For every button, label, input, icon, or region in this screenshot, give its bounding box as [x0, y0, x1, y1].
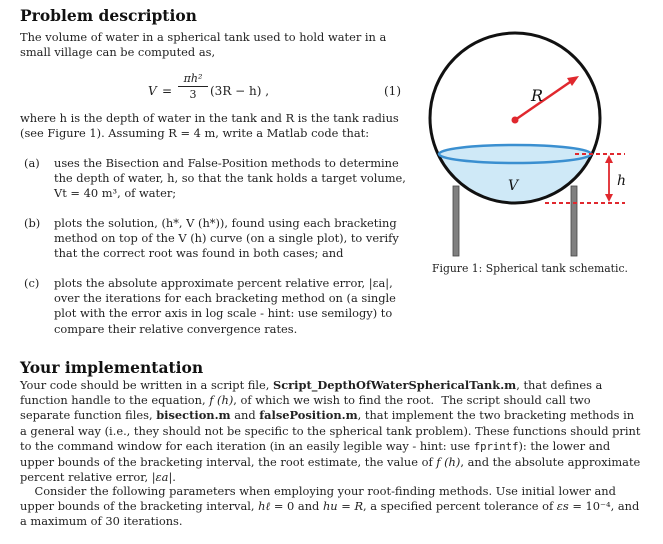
para-line: [20, 393, 648, 408]
bold-run: falsePosition.m: [259, 408, 358, 423]
label-h: h: [617, 173, 627, 189]
text-run: Consider the following parameters when employing your root-finding methods. Use initial lower and: [20, 484, 616, 498]
para-line: [20, 484, 648, 499]
label-r: R: [531, 86, 544, 105]
radius-arrowhead: [567, 76, 579, 86]
para-line: [20, 499, 648, 514]
text-run: function handle to the equation,: [20, 393, 210, 408]
after-eq-line-2: (see Figure 1). Assuming R = 4 m, write a Matlab code that:: [20, 126, 370, 140]
h-arrowhead-top: [605, 155, 613, 163]
list-line: uses the Bisection and False-Position methods to determine: [54, 156, 399, 170]
math-run: εa: [155, 470, 169, 485]
center-dot: [512, 117, 519, 124]
para-line: [20, 439, 648, 455]
tank-figure: [425, 8, 655, 288]
math-run: f (h): [209, 393, 234, 408]
tank-schematic: [425, 8, 655, 288]
list-item-c: [24, 276, 434, 340]
problem-title: Problem description: [20, 6, 197, 25]
text-run: , a specified percent tolerance of: [363, 499, 557, 514]
text-run: = 10⁻⁴, and: [568, 499, 640, 514]
h-arrowhead-bottom: [605, 194, 613, 202]
math-run: hℓ: [258, 499, 271, 514]
list-label: (c): [24, 276, 40, 290]
eq-rest: (3R − h) ,: [210, 84, 270, 98]
text-run: , and the absolute approximate: [460, 455, 641, 470]
tank-leg-right: [571, 186, 577, 256]
eq-numerator: πh²: [183, 72, 203, 85]
text-run: , of which we wish to find the root. The script should call two: [233, 393, 591, 408]
impl-paragraph-2: [20, 484, 648, 530]
list-label: (b): [24, 216, 41, 230]
intro-line-2: small village can be computed as,: [20, 45, 216, 59]
code-run: fprintf: [473, 440, 519, 453]
text-run: a general way (i.e., they should not be specific to the spherical tank problem). These functions should print: [20, 423, 641, 438]
water-surface: [439, 145, 591, 163]
para-line: [20, 514, 648, 529]
list-line: compare their relative convergence rates.: [54, 321, 298, 336]
text-run: to the command window for each iteration (in an easily legible way - hint: use: [20, 438, 474, 453]
eq-number: (1): [384, 84, 401, 98]
text-run: a maximum of 30 iterations.: [20, 514, 183, 529]
list-line: that the correct root was found in both cases; and: [54, 246, 344, 261]
radius-arrow: [515, 80, 573, 120]
impl-title: Your implementation: [20, 358, 204, 377]
volume-equation: [148, 72, 408, 112]
text-run: |.: [168, 470, 176, 485]
list-line: the depth of water, h, so that the tank holds a target volume,: [54, 171, 406, 186]
list-label: (a): [24, 156, 40, 170]
list-line: plots the solution, (h*, V (h*)), found using each bracketing: [54, 216, 397, 230]
intro-line-1: The volume of water in a spherical tank used to hold water in a: [20, 30, 387, 44]
text-run: ): the lower and: [518, 438, 611, 453]
math-run: hu: [322, 499, 338, 514]
text-run: upper bounds of the bracketing interval, the root estimate, the value of: [20, 455, 437, 470]
text-run: =: [337, 499, 355, 514]
list-line: plot with the error axis in log scale - hint: use semilogy) to: [54, 306, 393, 321]
label-v: V: [508, 178, 519, 194]
para-line: [20, 408, 648, 423]
para-line: [20, 424, 648, 439]
para-line: [20, 378, 648, 393]
after-eq-line-1: where h is the depth of water in the tank and R is the tank radius: [20, 111, 399, 125]
text-run: , that defines a: [516, 378, 603, 392]
text-run: Your code should be written in a script file,: [20, 378, 273, 392]
text-run: and: [230, 408, 260, 423]
bold-run: Script_DepthOfWaterSphericalTank.m: [273, 378, 517, 392]
text-run: , that implement the two bracketing methods in: [357, 408, 635, 423]
math-run: R: [354, 499, 364, 514]
figure-caption: Figure 1: Spherical tank schematic.: [432, 262, 628, 275]
para-line: [20, 455, 648, 470]
list-line: Vt = 40 m³, of water;: [54, 186, 177, 201]
text-run: = 0 and: [270, 499, 323, 514]
text-run: percent relative error, |: [20, 470, 156, 485]
eq-equals: =: [162, 84, 173, 98]
tank-leg-left: [453, 186, 459, 256]
list-item-a: [24, 156, 434, 206]
text-run: upper bounds of the bracketing interval,: [20, 499, 259, 514]
impl-paragraph-1: [20, 378, 648, 485]
math-run: εs: [556, 499, 569, 514]
text-run: separate function files,: [20, 408, 157, 423]
list-line: plots the absolute approximate percent relative error, |εa|,: [54, 276, 393, 290]
list-line: method on top of the V (h) curve (on a single plot), to verify: [54, 231, 399, 246]
eq-lhs: V: [148, 84, 157, 98]
list-line: over the iterations for each bracketing method on (a single: [54, 291, 396, 306]
math-run: f (h): [436, 455, 461, 470]
bold-run: bisection.m: [156, 408, 231, 423]
eq-denominator: 3: [189, 88, 197, 101]
list-item-b: [24, 216, 434, 266]
